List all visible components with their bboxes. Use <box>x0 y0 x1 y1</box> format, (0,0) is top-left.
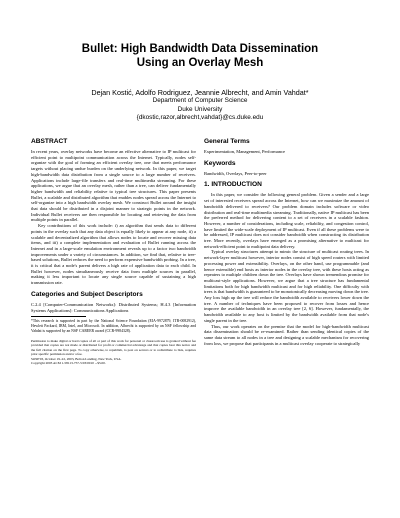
introduction-heading: 1. INTRODUCTION <box>204 181 262 189</box>
left-column <box>31 138 196 365</box>
author-department: Department of Computer Science <box>152 97 248 104</box>
copyright-notice <box>31 339 196 365</box>
title-line-2: Using an Overlay Mesh <box>136 57 264 69</box>
paper-title <box>40 42 360 70</box>
author-university: Duke University <box>177 105 223 113</box>
author-block <box>30 88 370 123</box>
introduction-paragraph-3: Thus, our work operates on the premise that the model for high-bandwidth multicast data dissemination should be re-examined. Rather than sending identical copies of the same data stream to all nodes in a tree and designing a scalable mechanism for recovering from loss, we propose that participants in a multicast overlay cooperate to strategically <box>204 323 369 346</box>
copyright-venue: SOSP'03, October 19–22, 2003, Bolton Landing, New York, USA. <box>31 356 122 361</box>
abstract-heading: ABSTRACT <box>31 138 68 145</box>
funding-footnote <box>31 319 196 334</box>
keywords-heading: Keywords <box>204 159 236 167</box>
author-names: Dejan Kostić, Adolfo Rodriguez, Jeannie Albrecht, and Amin Vahdat* <box>91 88 309 97</box>
general-terms-heading: General Terms <box>204 138 250 145</box>
introduction-paragraph-2: Typical overlay structures attempt to mimic the structure of multicast routing trees. In network-layer multicast however, interior nodes consist of high speed routers with limited processing power and extensibility. Overlays, on the other hand, use programmable (and hence extensible) end hosts as interior nodes in the overlay tree, with these hosts acting as repeaters to multiple children down the tree. Overlays have shown tremendous promise for multicast-style applications. However, we argue that a tree structure has fundamental limitations both for high bandwidth multicast and for high reliability. One difficulty with trees is that bandwidth is guaranteed to be monotonically decreasing moving down the tree. Any loss high up the tree will reduce the bandwidth available to receivers lower down the tree. A number of techniques have been proposed to recover from losses and hence improve the available bandwidth in an overlay tree [2, 6]. However, fundamentally, the bandwidth available to any host is limited by the bandwidth available from that node's single parent in the tree. <box>204 249 369 323</box>
right-column <box>204 138 369 346</box>
categories-heading: Categories and Subject Descriptors <box>31 290 143 298</box>
introduction-paragraph-1: In this paper, we consider the following general problem. Given a sender and a large set of interested receivers spread across the Internet, how can we maximize the amount of bandwidth delivered to receivers? Our problem domain includes software or video distribution and real-time multimedia streaming. Traditionally, native IP multicast has been the preferred method for delivering content to a set of receivers in a scalable fashion. However, a number of considerations, including scale, reliability, and congestion control, have limited the wide-scale deployment of IP multicast. Even if all these problems were to be addressed, IP multicast does not consider bandwidth when constructing its distribution tree. More recently, overlays have emerged as a promising alternative to multicast for network-efficient point to multipoint data delivery. <box>204 192 369 249</box>
keywords-text: Bandwidth, Overlays, Peer-to-peer <box>204 170 267 176</box>
author-emails: {dkostic,razor,albrecht,vahdat}@cs.duke.edu <box>136 114 264 121</box>
abstract-paragraph-1: In recent years, overlay networks have become an effective alternative to IP multicast for efficient point to multipoint communication across the Internet. Typically, nodes self-organize with the goal of forming an efficient overlay tree, one that meets performance targets without placing undue burden on the underlying network. In this paper, we target high-bandwidth data distribution from a single source to a large number of receivers. Applications include large-file transfers and real-time multimedia streaming. For these applications, we argue that an overlay mesh, rather than a tree, can deliver fundamentally higher bandwidth and reliability relative to typical tree structures. This paper presents Bullet, a scalable and distributed algorithm that enables nodes spread across the Internet to self-organize into a high bandwidth overlay mesh. We construct Bullet around the insight that data should be distributed in a disjoint manner to strategic points in the network. Individual Bullet receivers are then responsible for locating and retrieving the data from multiple points in parallel. <box>31 149 196 223</box>
general-terms-text: Experimentation, Management, Performance <box>204 149 285 154</box>
categories-text: C.2.4 [Computer-Communication Networks]: Distributed Systems; H.4.3 [Information Systems Applications]: Communications Applications <box>31 301 196 313</box>
abstract-paragraph-2: Key contributions of this work include: i) an algorithm that sends data to different points in the overlay such that any data object is equally likely to appear at any node, ii) a scalable and decentralized algorithm that allows nodes to locate and recover missing data items, and iii) a complete implementation and evaluation of Bullet running across the Internet and in a large-scale emulation environment reveals up to a factor two bandwidth improvements under a variety of circumstances. In addition, we find that, relative to tree-based solutions, Bullet reduces the need to perform expensive bandwidth probing. In a tree, it is critical that a node's parent delivers a high rate of application data to each child. In Bullet however, nodes simultaneously receive data from multiple sources in parallel, making it less important to locate any single source capable of sustaining a high transmission rate. <box>31 223 196 286</box>
funding-footnote-text: *This research is supported in part by the National Science Foundation (EIA-9972879, ITR-0082912), Hewlett Packard, IBM, Intel, and Microsoft. In addition, Albrecht is supported by an NSF fellowship and Vahdat is supported by an NSF CAREER award (CCR-9984328). <box>31 319 196 334</box>
copyright-permission: Permission to make digital or hard copies of all or part of this work for personal or classroom use is granted without fee provided that copies are not made or distributed for profit or commercial advantage and that copies bear this notice and the full citation on the first page. To copy otherwise, to republish, to post on servers or to redistribute to lists, requires prior specific permission and/or a fee. <box>31 339 196 357</box>
title-line-1: Bullet: High Bandwidth Data Dissemination <box>81 43 319 55</box>
footnote-divider <box>31 316 86 317</box>
copyright-acm: Copyright 2003 ACM 1-58113-757-5/03/0010 ...$5.00. <box>31 361 106 366</box>
